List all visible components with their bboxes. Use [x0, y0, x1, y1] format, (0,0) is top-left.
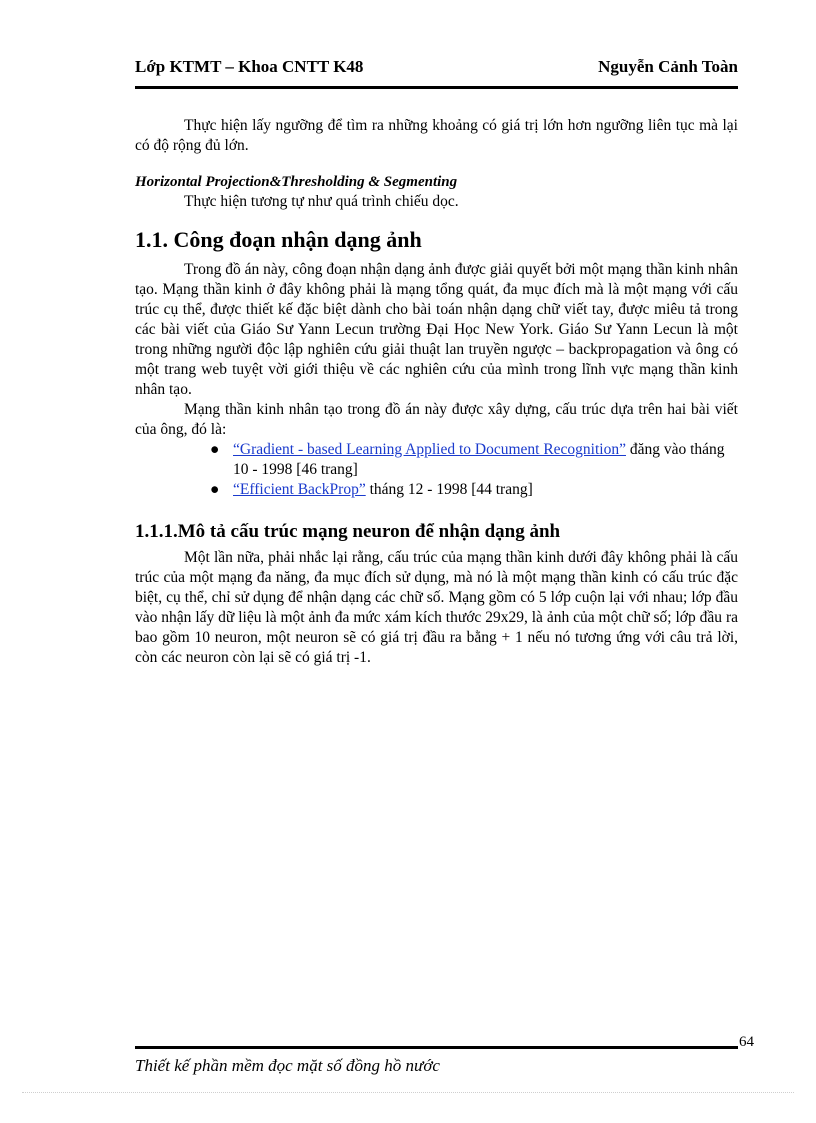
bullet-icon: ●: [210, 481, 220, 498]
bullet-icon: ●: [210, 441, 220, 458]
subheading-horizontal-projection: Horizontal Projection&Thresholding & Segmenting: [135, 174, 458, 190]
reference-detail: tháng 12 - 1998 [44 trang]: [365, 481, 533, 498]
page-edge-divider: [22, 1092, 794, 1093]
section-1-1-paragraph-2: Mạng thần kinh nhân tạo trong đồ án này được xây dựng, cấu trúc dựa trên hai bài viết của ông, đó là:: [135, 401, 738, 438]
list-item: [210, 440, 738, 480]
header-rule: [135, 86, 738, 89]
reference-list: [135, 440, 738, 500]
page-body: [135, 116, 738, 668]
header-author-name: Nguyễn Cảnh Toàn: [598, 57, 738, 76]
reference-detail: đăng vào tháng 10 - 1998 [46 trang]: [233, 441, 725, 478]
intro-paragraph: Thực hiện lấy ngưỡng để tìm ra những khoảng có giá trị lớn hơn ngưỡng liên tục mà lại có độ rộng đủ lớn.: [135, 117, 738, 154]
section-1-1-paragraph-1: Trong đồ án này, công đoạn nhận dạng ảnh được giải quyết bởi một mạng thần kinh nhân tạo. Mạng thần kinh ở đây không phải là mạng tổng quát, đa mục đích mà là một mạng với cấu trúc cụ thể, được thiết kế đặc biệt dành cho bài toán nhận dạng chữ viết tay, được miêu tả trong các bài viết của Giáo Sư Yann Lecun trường Đại Học New York. Giáo Sư Yann Lecun là một trong những người độc lập nghiên cứu giải thuật lan truyền ngược – backpropagation và ông có một trang web tuyệt vời giới thiệu về các nghiên cứu của mình trong lĩnh vực mạng thần kinh nhân tạo.: [135, 261, 738, 398]
header-class-label: Lớp KTMT – Khoa CNTT K48: [135, 57, 364, 76]
reference-link-gradient[interactable]: “Gradient - based Learning Applied to Document Recognition”: [233, 441, 626, 458]
reference-link-efficient-backprop[interactable]: “Efficient BackProp”: [233, 481, 366, 498]
section-1-1-1-title: 1.1.1.Mô tả cấu trúc mạng neuron để nhận dạng ảnh: [135, 521, 561, 542]
page-number: 64: [739, 1034, 754, 1050]
section-1-1-title: 1.1. Công đoạn nhận dạng ảnh: [135, 227, 422, 252]
section-1-1-1-paragraph: Một lần nữa, phải nhắc lại rằng, cấu trúc của mạng thần kinh dưới đây không phải là cấu trúc của một mạng đa năng, đa mục đích sử dụng, mà nó là một mạng thần kinh có cấu trúc đặc biệt, cụ thể, chỉ sử dụng để nhận dạng các chữ số. Mạng gồm có 5 lớp cuộn lại với nhau; lớp đầu vào nhận lấy dữ liệu là một ảnh đa mức xám kích thước 29x29, là ảnh của một chữ số; lớp đầu ra bao gồm 10 neuron, một neuron sẽ có giá trị đầu ra bằng + 1 nếu nó tương ứng với câu trả lời, còn các neuron còn lại sẽ có giá trị -1.: [135, 549, 738, 666]
footer-rule: [135, 1046, 738, 1049]
list-item: [210, 480, 738, 500]
page-header: [135, 57, 738, 83]
intro-paragraph-2: Thực hiện tương tự như quá trình chiếu dọc.: [184, 193, 459, 210]
footer-document-title: Thiết kế phần mềm đọc mặt số đồng hồ nước: [135, 1056, 440, 1075]
